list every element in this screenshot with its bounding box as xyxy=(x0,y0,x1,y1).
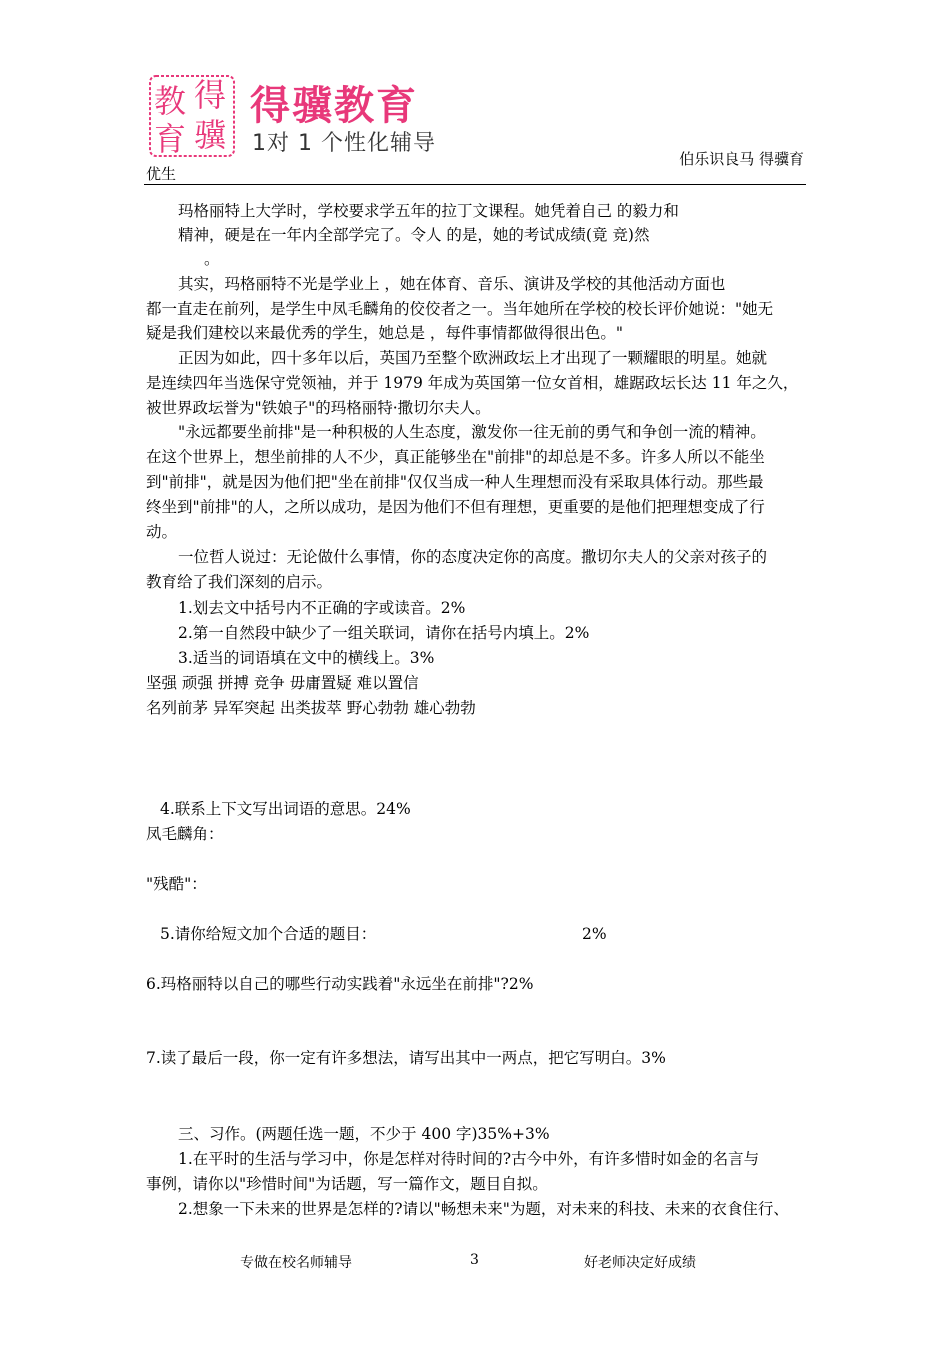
passage-p4-line2: 在这个世界上，想坐前排的人不少，真正能够坐在"前排"的却总是不多。许多人所以不能坐 xyxy=(146,448,765,466)
passage-p1-line3: 。 xyxy=(204,250,220,268)
question-4-term-1: 凤毛麟角： xyxy=(146,825,224,843)
brand-tagline: 1对 1 个性化辅导 xyxy=(252,131,436,156)
brand-name: 得骥教育 xyxy=(250,83,418,129)
word-bank-line-1: 坚强 顽强 拼搏 竞争 毋庸置疑 难以置信 xyxy=(146,674,419,692)
question-5-score: 2% xyxy=(582,925,607,943)
question-5: 5.请你给短文加个合适的题目： xyxy=(160,925,377,943)
footer-left: 专做在校名师辅导 xyxy=(240,1255,352,1271)
passage-p3-line3: 被世界政坛誉为"铁娘子"的玛格丽特·撒切尔夫人。 xyxy=(146,399,491,417)
passage-p4-line1: "永远都要坐前排"是一种积极的人生态度，激发你一往无前的勇气和争创一流的精神。 xyxy=(178,423,766,441)
passage-p4-line5: 动。 xyxy=(146,523,178,541)
question-1: 1.划去文中括号内不正确的字或读音。2% xyxy=(178,599,466,617)
composition-option-2-line1: 2.想象一下未来的世界是怎样的?请以"畅想未来"为题，对未来的科技、未来的衣食住行、 xyxy=(178,1200,789,1218)
passage-p2-line2: 都一直走在前列，是学生中凤毛麟角的佼佼者之一。当年她所在学校的校长评价她说："她无 xyxy=(146,300,774,318)
logo-seal xyxy=(148,74,236,158)
question-6: 6.玛格丽特以自己的哪些行动实践着"永远坐在前排"?2% xyxy=(146,975,534,993)
word-bank-line-2: 名列前茅 异军突起 出类拔萃 野心勃勃 雄心勃勃 xyxy=(146,699,476,717)
seal-char-1: 教 xyxy=(154,82,187,120)
passage-p4-line4: 终坐到"前排"的人，之所以成功，是因为他们不但有理想，更重要的是他们把理想变成了行 xyxy=(146,498,765,516)
passage-p5-line1: 一位哲人说过：无论做什么事情，你的态度决定你的高度。撒切尔夫人的父亲对孩子的 xyxy=(178,548,768,566)
passage-p2-line3: 疑是我们建校以来最优秀的学生，她总是 ，每件事情都做得很出色。" xyxy=(146,324,624,342)
question-4-term-2: "残酷"： xyxy=(146,875,207,893)
seal-char-3: 育 xyxy=(154,120,187,158)
header-divider xyxy=(144,184,806,185)
passage-p2-line1: 其实，玛格丽特不光是学业上 ，她在体育、音乐、演讲及学校的其他活动方面也 xyxy=(178,275,726,293)
question-3: 3.适当的词语填在文中的横线上。3% xyxy=(178,649,435,667)
passage-p5-line2: 教育给了我们深刻的启示。 xyxy=(146,573,333,591)
question-4: 4.联系上下文写出词语的意思。24% xyxy=(160,800,411,818)
header-slogan-left: 优生 xyxy=(146,165,177,183)
header-slogan-right: 伯乐识良马 得骥育 xyxy=(679,150,804,168)
seal-char-2: 得 xyxy=(194,76,227,114)
passage-p3-line2: 是连续四年当选保守党领袖，并于 1979 年成为英国第一位女首相，雄踞政坛长达 11 年之久， xyxy=(146,374,799,392)
composition-title: 三、习作。(两题任选一题，不少于 400 字)35%+3% xyxy=(178,1125,550,1143)
question-7: 7.读了最后一段，你一定有许多想法，请写出其中一两点，把它写明白。3% xyxy=(146,1049,666,1067)
passage-p4-line3: 到"前排"，就是因为他们把"坐在前排"仅仅当成一种人生理想而没有采取具体行动。那些最 xyxy=(146,473,764,491)
passage-p1-line2: 精神，硬是在一年内全部学完了。令人 的是，她的考试成绩(竟 竞)然 xyxy=(178,226,650,244)
passage-p3-line1: 正因为如此，四十多年以后，英国乃至整个欧洲政坛上才出现了一颗耀眼的明星。她就 xyxy=(178,349,768,367)
footer-right: 好老师决定好成绩 xyxy=(584,1255,696,1271)
composition-option-1-line2: 事例，请你以"珍惜时间"为话题，写一篇作文，题目自拟。 xyxy=(146,1175,548,1193)
page-number: 3 xyxy=(470,1252,479,1268)
composition-option-1-line1: 1.在平时的生活与学习中，你是怎样对待时间的?古今中外，有许多惜时如金的名言与 xyxy=(178,1150,760,1168)
seal-char-4: 骥 xyxy=(194,116,227,154)
question-2: 2.第一自然段中缺少了一组关联词，请你在括号内填上。2% xyxy=(178,624,590,642)
passage-p1-line1: 玛格丽特上大学时，学校要求学五年的拉丁文课程。她凭着自己 的毅力和 xyxy=(178,202,679,220)
